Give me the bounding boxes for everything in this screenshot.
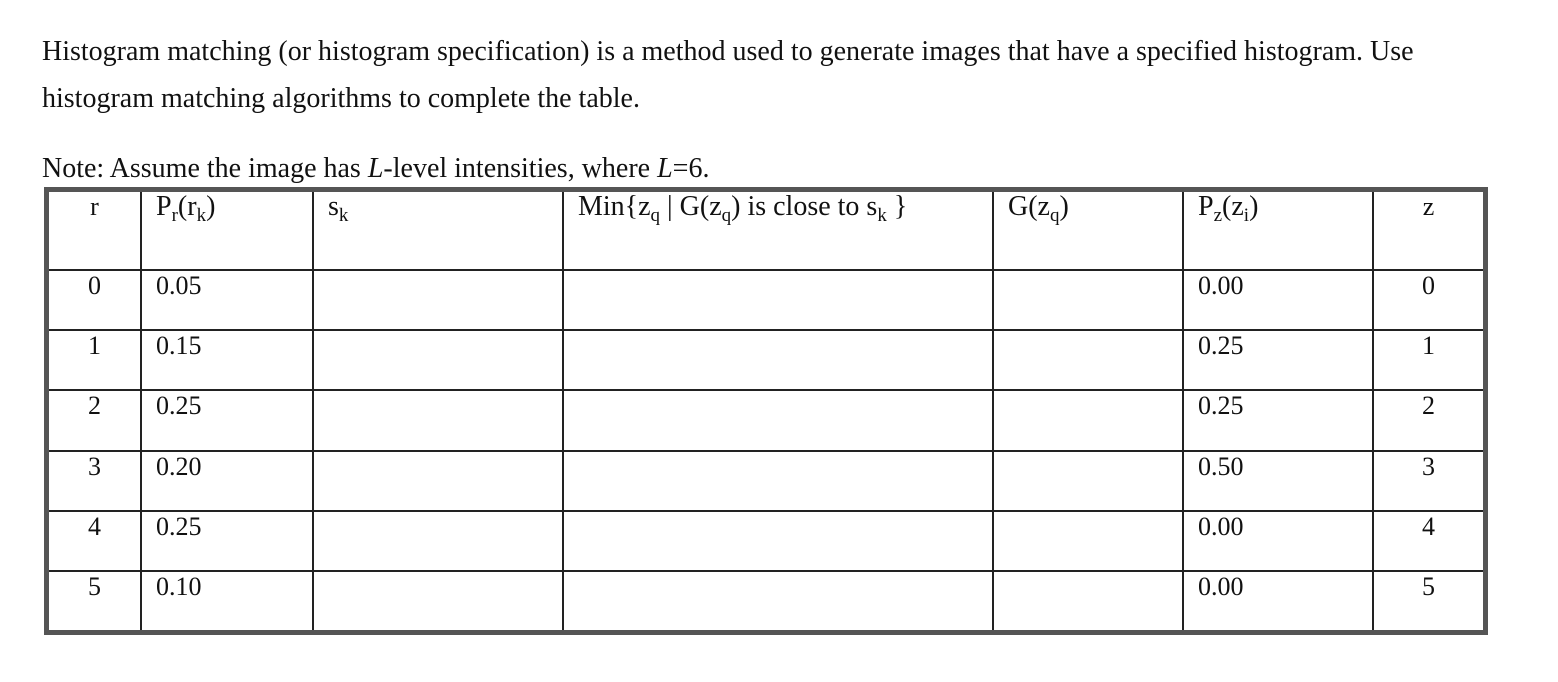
header-z: z	[1373, 192, 1483, 270]
note-l-symbol-2: L	[657, 153, 673, 184]
table-row	[49, 451, 1483, 511]
note-l-symbol: L	[367, 153, 384, 184]
cell-z: 5	[1373, 571, 1483, 630]
header-g: $G(z_q)$	[993, 192, 1183, 270]
cell-g[interactable]	[993, 511, 1183, 571]
header-pr: $P_r(r_k)$	[141, 192, 313, 270]
table-row	[49, 270, 1483, 330]
cell-pr: 0.10	[141, 571, 313, 630]
cell-g[interactable]	[993, 270, 1183, 330]
cell-pz: 0.25	[1183, 390, 1373, 450]
histogram-grid	[49, 192, 1483, 630]
cell-r: 1	[49, 330, 141, 390]
cell-pz: 0.00	[1183, 571, 1373, 630]
header-min: $Min\{z_q$ | $G(z_q)$ is close to $s_k$ }	[563, 192, 993, 270]
cell-r: 0	[49, 270, 141, 330]
cell-sk[interactable]	[313, 390, 563, 450]
cell-z: 3	[1373, 451, 1483, 511]
cell-sk[interactable]	[313, 451, 563, 511]
cell-z: 2	[1373, 390, 1483, 450]
cell-pz: 0.25	[1183, 330, 1373, 390]
note-prefix: Note: Assume the image has	[42, 153, 368, 184]
header-pz: $P_z(z_i)$	[1183, 192, 1373, 270]
cell-z: 1	[1373, 330, 1483, 390]
cell-pr: 0.25	[141, 390, 313, 450]
cell-min[interactable]	[563, 330, 993, 390]
note-suffix: =6.	[672, 153, 710, 184]
cell-sk[interactable]	[313, 330, 563, 390]
cell-r: 3	[49, 451, 141, 511]
cell-pr: 0.15	[141, 330, 313, 390]
cell-min[interactable]	[563, 571, 993, 630]
table-row	[49, 390, 1483, 450]
header-sk: $s_k$	[313, 192, 563, 270]
cell-r: 5	[49, 571, 141, 630]
cell-g[interactable]	[993, 330, 1183, 390]
cell-r: 2	[49, 390, 141, 450]
cell-g[interactable]	[993, 571, 1183, 630]
table-row	[49, 511, 1483, 571]
problem-statement: Histogram matching (or histogram specification) is a method used to generate images that have a specified histogram. Use histogram matching algorithms to complete the table.	[42, 36, 1414, 114]
cell-pz: 0.00	[1183, 511, 1373, 571]
cell-min[interactable]	[563, 390, 993, 450]
cell-g[interactable]	[993, 451, 1183, 511]
table-row	[49, 571, 1483, 630]
cell-sk[interactable]	[313, 270, 563, 330]
cell-z: 4	[1373, 511, 1483, 571]
note-middle: -level intensities, where	[383, 153, 658, 184]
cell-sk[interactable]	[313, 511, 563, 571]
header-row	[49, 192, 1483, 270]
cell-g[interactable]	[993, 390, 1183, 450]
cell-pr: 0.20	[141, 451, 313, 511]
cell-z: 0	[1373, 270, 1483, 330]
cell-pr: 0.25	[141, 511, 313, 571]
cell-pz: 0.00	[1183, 270, 1373, 330]
cell-sk[interactable]	[313, 571, 563, 630]
cell-pz: 0.50	[1183, 451, 1373, 511]
histogram-table	[44, 187, 1488, 635]
cell-min[interactable]	[563, 511, 993, 571]
cell-pr: 0.05	[141, 270, 313, 330]
header-r: r	[49, 192, 141, 270]
cell-min[interactable]	[563, 270, 993, 330]
table-row	[49, 330, 1483, 390]
cell-r: 4	[49, 511, 141, 571]
note-text	[42, 150, 709, 188]
cell-min[interactable]	[563, 451, 993, 511]
